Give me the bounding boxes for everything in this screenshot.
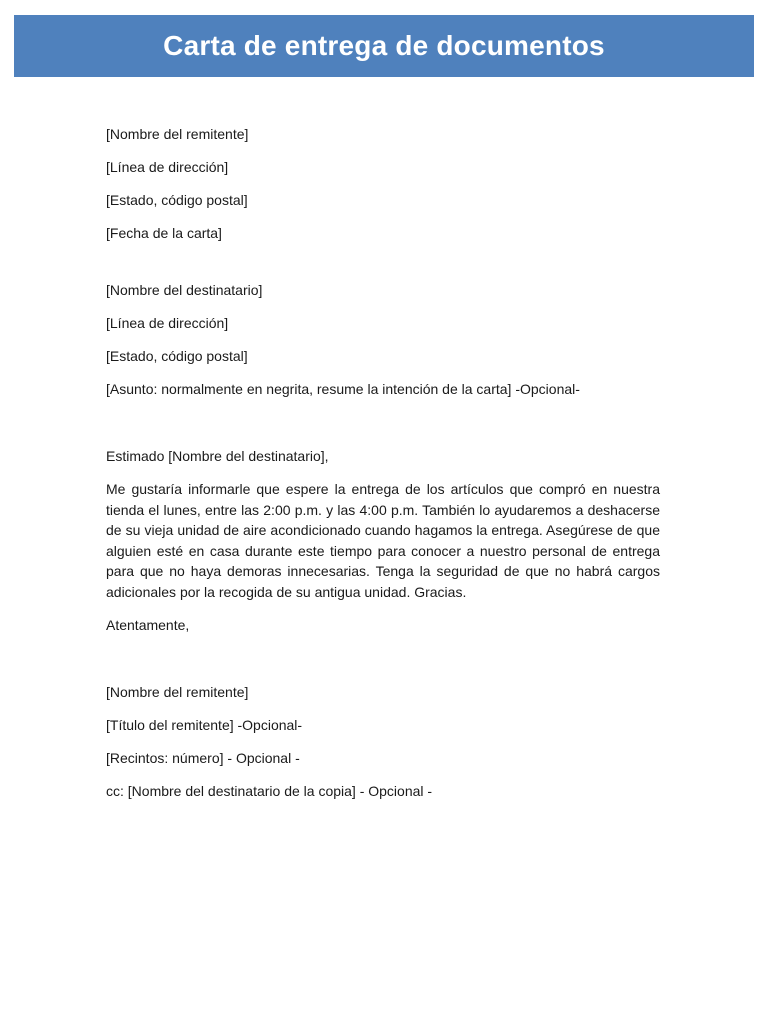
cc-line: cc: [Nombre del destinatario de la copia] - Opcional -	[106, 783, 433, 799]
spacer	[106, 256, 660, 280]
recipient-state-zip: [Estado, código postal]	[106, 348, 248, 364]
sender-block	[106, 124, 660, 243]
letter-date: [Fecha de la carta]	[106, 225, 222, 241]
sender-address-line: [Línea de dirección]	[106, 159, 229, 175]
signature-sender-name: [Nombre del remitente]	[106, 684, 249, 700]
body-paragraph: Me gustaría informarle que espere la entrega de los artículos que compró en nuestra tienda el lunes, entre las 2:00 p.m. y las 4:00 p.m. También lo ayudaremos a deshacerse de su vieja unidad de aire acondicionado cuando hagamos la entrega. Asegúrese de que alguien esté en casa durante este tiempo para conocer a nuestro personal de entrega para que no haya demoras innecesarias. Tenga la seguridad de que no habrá cargos adicionales por la recogida de su antigua unidad. Gracias.	[106, 481, 660, 600]
document-title: Carta de entrega de documentos	[163, 30, 605, 61]
recipient-address-line: [Línea de dirección]	[106, 315, 229, 331]
spacer	[106, 412, 660, 446]
sender-name: [Nombre del remitente]	[106, 126, 249, 142]
closing: Atentamente,	[106, 617, 190, 633]
letter-body	[106, 124, 660, 814]
recipient-block	[106, 280, 660, 399]
subject-line: [Asunto: normalmente en negrita, resume la intención de la carta] -Opcional-	[106, 381, 580, 397]
spacer	[106, 648, 660, 682]
sender-state-zip: [Estado, código postal]	[106, 192, 248, 208]
recipient-name: [Nombre del destinatario]	[106, 282, 263, 298]
title-banner	[14, 15, 754, 77]
salutation: Estimado [Nombre del destinatario],	[106, 448, 329, 464]
enclosures-line: [Recintos: número] - Opcional -	[106, 750, 300, 766]
signature-block	[106, 682, 660, 801]
signature-sender-title: [Título del remitente] -Opcional-	[106, 717, 303, 733]
letter-content	[106, 446, 660, 635]
